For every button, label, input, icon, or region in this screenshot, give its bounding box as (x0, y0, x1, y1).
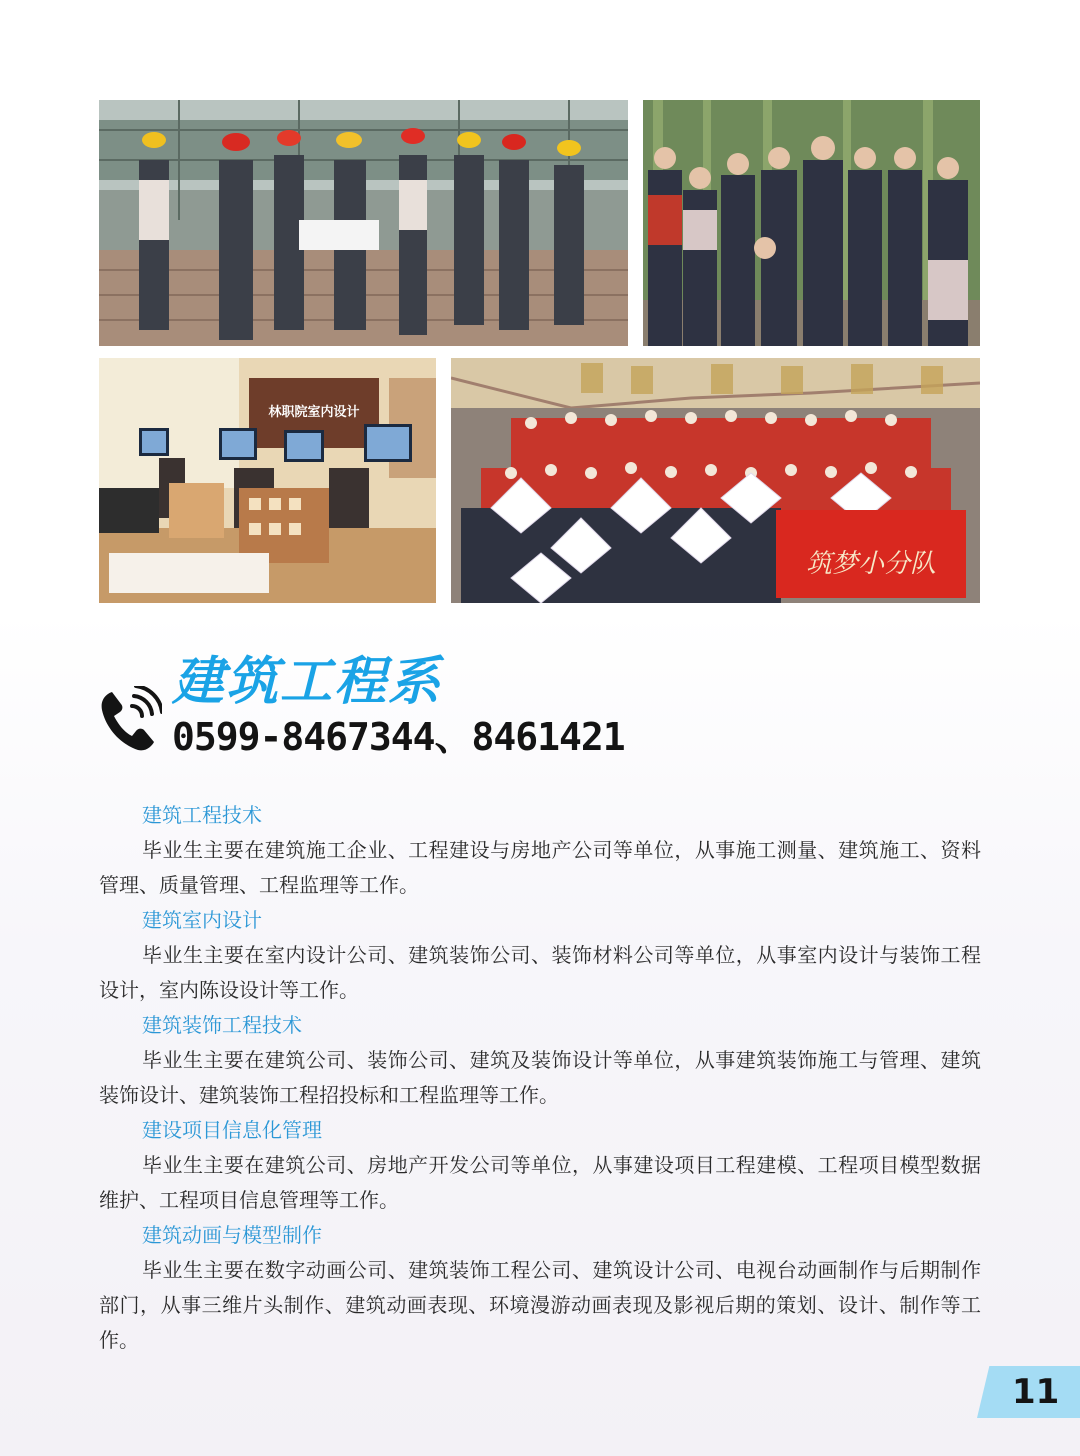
major-name: 建筑室内设计 (142, 908, 262, 932)
major-name: 建筑工程技术 (142, 803, 262, 827)
major-item (99, 1218, 981, 1358)
major-description: 毕业生主要在建筑公司、房地产开发公司等单位，从事建设项目工程建模、工程项目模型数据维护、工程项目信息管理等工作。 (99, 1153, 981, 1212)
photo-group-with-teacher (643, 100, 980, 346)
major-item (99, 798, 981, 903)
department-phone: 0599-8467344、8461421 (172, 715, 625, 759)
major-description: 毕业生主要在室内设计公司、建筑装饰公司、装饰材料公司等单位，从事室内设计与装饰工程设计，室内陈设设计等工作。 (99, 943, 981, 1002)
major-name: 建筑动画与模型制作 (142, 1223, 322, 1247)
major-name: 建筑装饰工程技术 (142, 1013, 302, 1037)
major-description: 毕业生主要在数字动画公司、建筑装饰工程公司、建筑设计公司、电视台动画制作与后期制作部门，从事三维片头制作、建筑动画表现、环境漫游动画表现及影视后期的策划、设计、制作等工作。 (99, 1258, 981, 1352)
phone-icon (98, 686, 162, 754)
lab-sign-text: 林职院室内设计 (268, 405, 360, 420)
majors-list (99, 798, 981, 1358)
banner-text: 筑梦小分队 (805, 549, 937, 579)
major-description: 毕业生主要在建筑施工企业、工程建设与房地产公司等单位，从事施工测量、建筑施工、资料管理、质量管理、工程监理等工作。 (99, 838, 981, 897)
major-item (99, 1113, 981, 1218)
major-name: 建设项目信息化管理 (142, 1118, 322, 1142)
department-title: 建筑工程系 (172, 652, 443, 712)
photo-interior-design-lab (99, 358, 436, 603)
page-number: 11 (1012, 1372, 1060, 1412)
major-description: 毕业生主要在建筑公司、装饰公司、建筑及装饰设计等单位，从事建筑装饰施工与管理、建筑装饰设计、建筑装饰工程招投标和工程监理等工作。 (99, 1048, 981, 1107)
photo-kite-team (451, 358, 980, 603)
major-item (99, 903, 981, 1008)
major-item (99, 1008, 981, 1113)
photo-construction-site (99, 100, 628, 346)
